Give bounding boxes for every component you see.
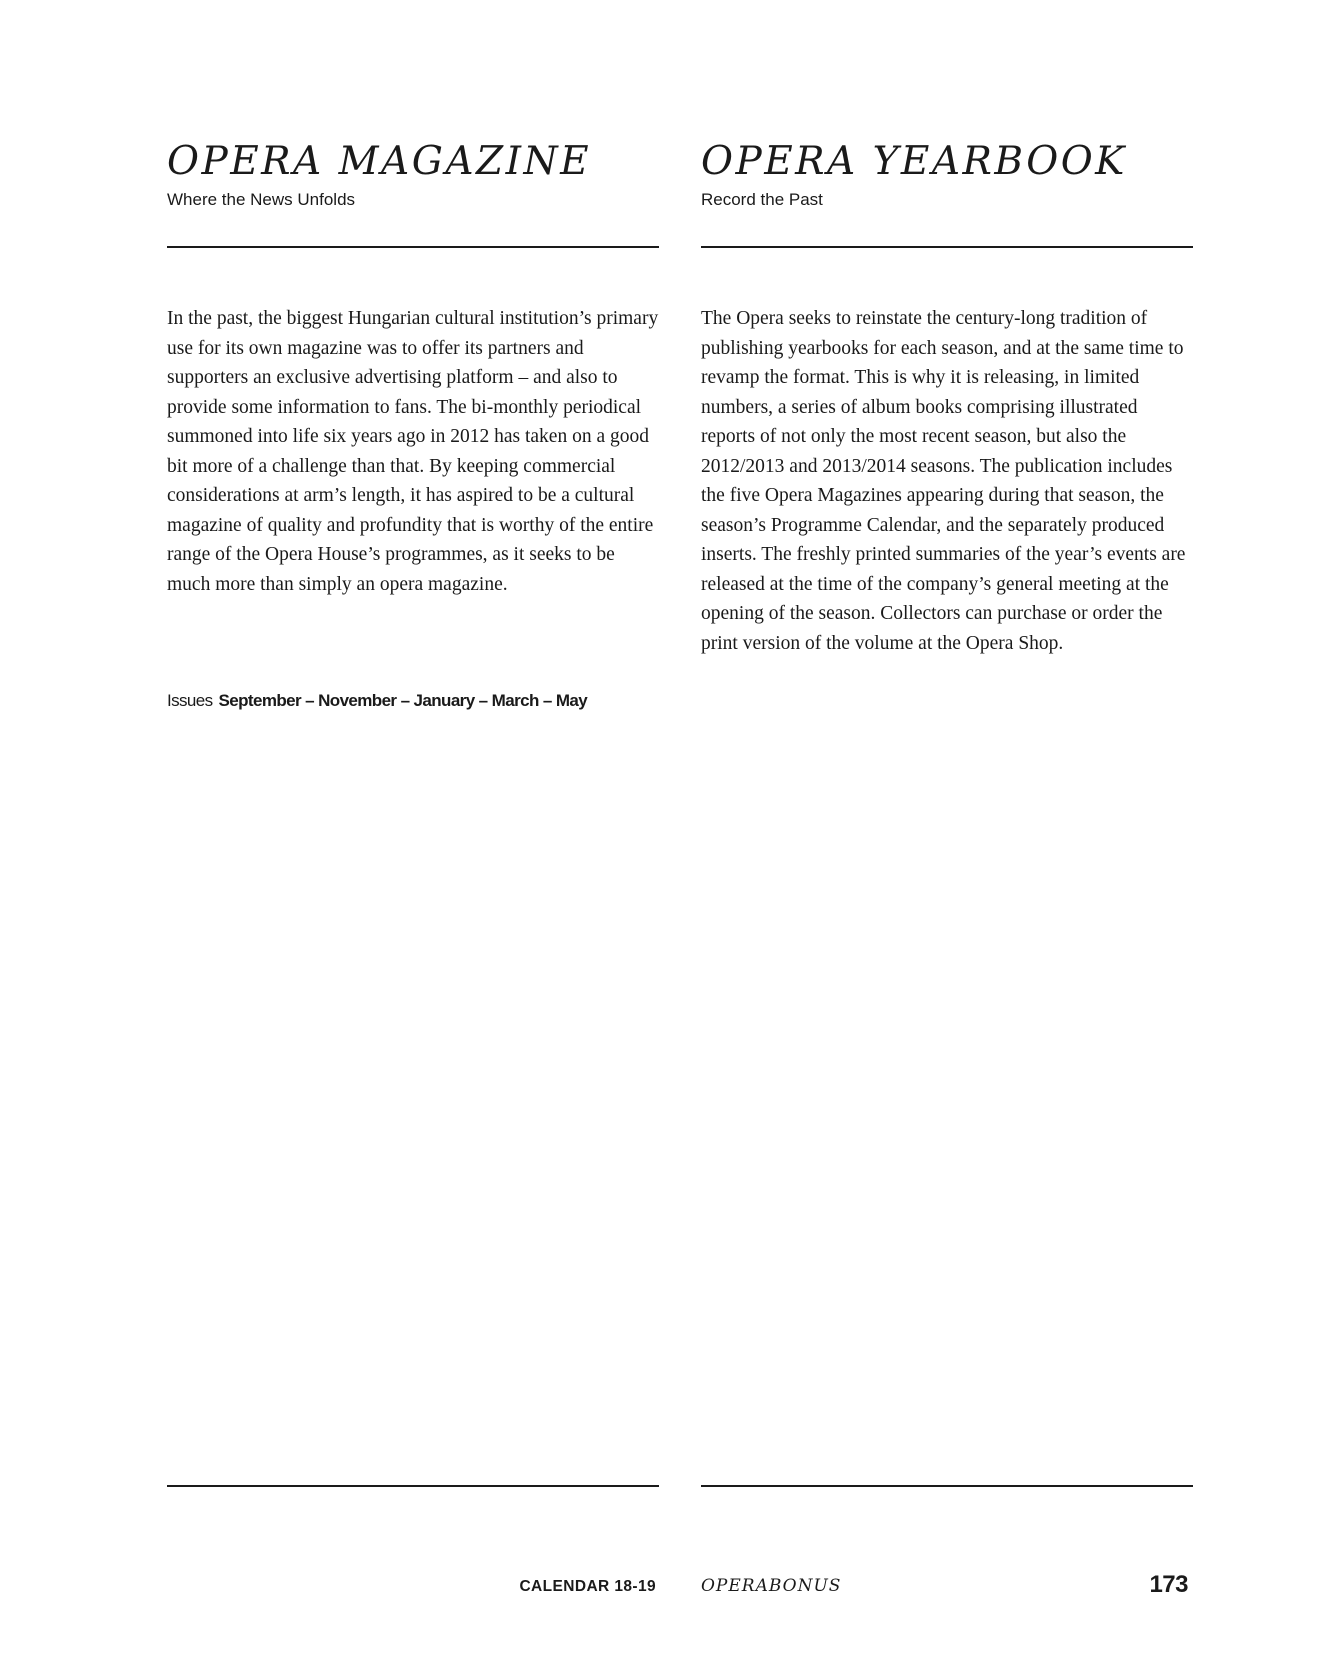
issues-months: September – November – January – March – May — [218, 691, 588, 710]
magazine-header — [167, 138, 659, 210]
footer-section-label: OPERABONUS — [701, 1576, 842, 1596]
magazine-issues — [167, 690, 587, 712]
yearbook-body-text: The Opera seeks to reinstate the century-long tradition of publishing yearbooks for each season, and at the same time to revamp the format. This is why it is releasing, in limited numbers, a series of album books comprising illustrated reports of not only the most recent season, but also the 2012/2013 and 2013/2014 seasons. The publication includes the five Opera Magazines appearing during that season, the season’s Programme Calendar, and the separately produced inserts. The freshly printed summaries of the year’s events are released at the time of the company’s general meeting at the opening of the season. Collectors can purchase or order the print version of the volume at the Opera Shop. — [701, 308, 1186, 654]
footer-calendar-label: CALENDAR 18-19 — [519, 1578, 656, 1595]
magazine-subtitle: Where the News Unfolds — [167, 190, 356, 209]
yearbook-bottom-divider — [701, 1485, 1193, 1487]
issues-label: Issues — [167, 691, 213, 710]
magazine-bottom-divider — [167, 1485, 659, 1487]
yearbook-title: OPERA YEARBOOK — [701, 139, 1127, 184]
yearbook-header — [701, 138, 1193, 210]
yearbook-top-divider — [701, 246, 1193, 248]
yearbook-subtitle: Record the Past — [701, 190, 823, 209]
magazine-title: OPERA MAGAZINE — [167, 139, 592, 184]
magazine-body-text: In the past, the biggest Hungarian cultural institution’s primary use for its own magazine was to offer its partners and supporters an exclusive advertising platform – and also to provide some information to fans. The bi-monthly periodical summoned into life six years ago in 2012 has taken on a good bit more of a challenge than that. By keeping commercial considerations at arm’s length, it has aspired to be a cultural magazine of quality and profundity that is worthy of the entire range of the Opera House’s programmes, as it seeks to be much more than simply an opera magazine. — [167, 308, 659, 595]
magazine-top-divider — [167, 246, 659, 248]
page-number: 173 — [1149, 1571, 1188, 1598]
